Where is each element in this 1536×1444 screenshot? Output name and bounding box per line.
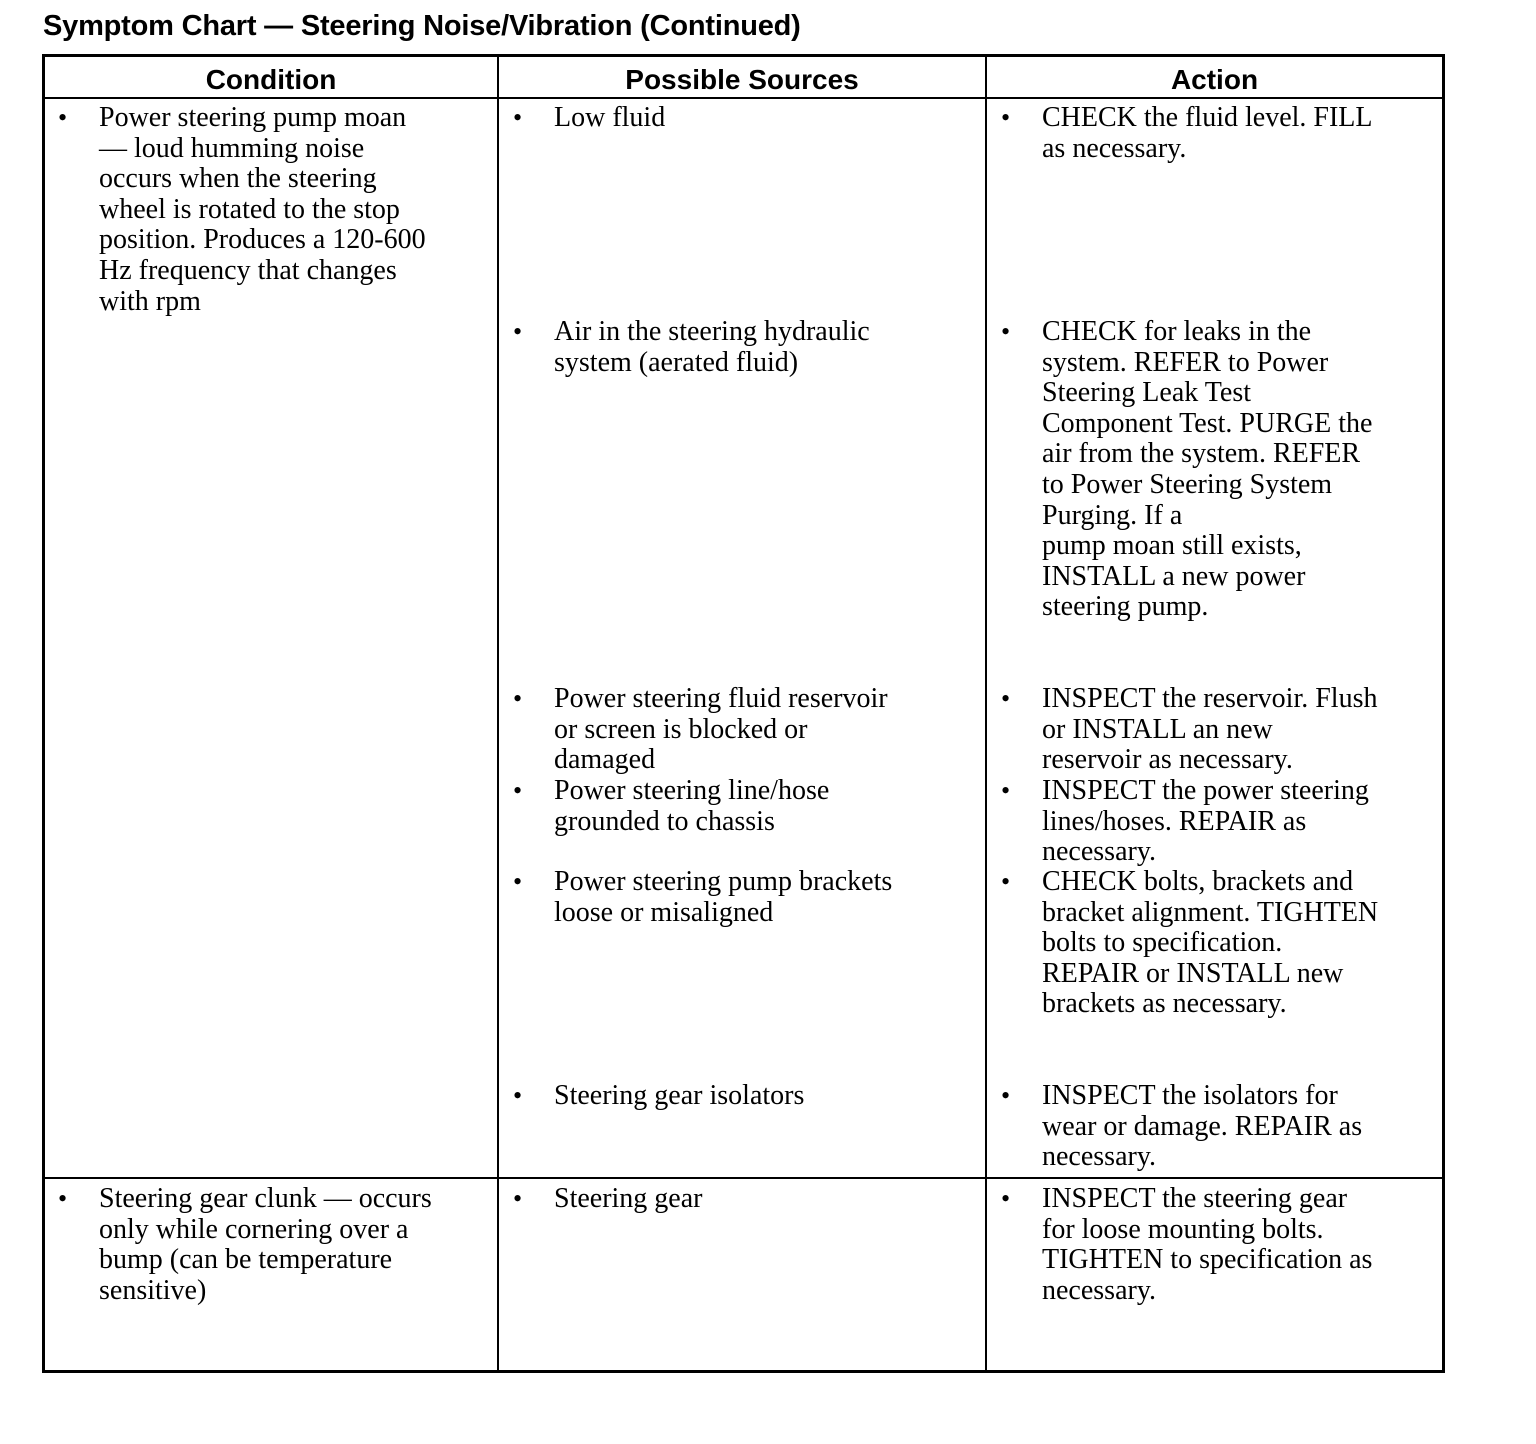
bullet-icon: • bbox=[513, 103, 523, 132]
column-divider bbox=[497, 57, 499, 1370]
bullet-icon: • bbox=[1001, 684, 1011, 713]
action-inspect-lines: INSPECT the power steering lines/hoses. REPAIR as necessary. bbox=[1042, 775, 1369, 868]
bullet-icon: • bbox=[1001, 776, 1011, 805]
source-line-grounded: Power steering line/hose grounded to chassis bbox=[554, 775, 830, 837]
condition-gear-clunk: Steering gear clunk — occurs only while cornering over a bump (can be temperature sensitive) bbox=[99, 1183, 432, 1306]
bullet-icon: • bbox=[513, 776, 523, 805]
header-action: Action bbox=[1170, 64, 1259, 95]
action-check-brackets: CHECK bolts, brackets and bracket alignment. TIGHTEN bolts to specification. REPAIR or INSTALL new brackets as necessary. bbox=[1042, 866, 1379, 1020]
bullet-icon: • bbox=[513, 684, 523, 713]
bullet-icon: • bbox=[1001, 317, 1011, 346]
action-inspect-isolators: INSPECT the isolators for wear or damage. REPAIR as necessary. bbox=[1042, 1080, 1363, 1173]
bullet-icon: • bbox=[1001, 1081, 1011, 1110]
row-divider bbox=[45, 1177, 1442, 1179]
action-inspect-gear: INSPECT the steering gear for loose mounting bolts. TIGHTEN to specification as necessary. bbox=[1042, 1183, 1373, 1306]
bullet-icon: • bbox=[1001, 103, 1011, 132]
page-title: Symptom Chart — Steering Noise/Vibration (Continued) bbox=[43, 10, 801, 42]
bullet-icon: • bbox=[513, 1081, 523, 1110]
column-divider bbox=[985, 57, 987, 1370]
bullet-icon: • bbox=[1001, 867, 1011, 896]
source-gear-isolators: Steering gear isolators bbox=[554, 1080, 805, 1111]
bullet-icon: • bbox=[513, 867, 523, 896]
header-possible-sources: Possible Sources bbox=[625, 64, 859, 95]
bullet-icon: • bbox=[513, 1184, 523, 1213]
bullet-icon: • bbox=[58, 1184, 68, 1213]
action-inspect-reservoir: INSPECT the reservoir. Flush or INSTALL an new reservoir as necessary. bbox=[1042, 683, 1378, 776]
condition-pump-moan: Power steering pump moan — loud humming noise occurs when the steering wheel is rotated to the stop position. Produces a 120-600 Hz frequency that changes with rpm bbox=[99, 102, 426, 317]
source-air-in-system: Air in the steering hydraulic system (aerated fluid) bbox=[554, 316, 870, 378]
bullet-icon: • bbox=[1001, 1184, 1011, 1213]
header-condition: Condition bbox=[205, 64, 337, 95]
source-pump-brackets: Power steering pump brackets loose or misaligned bbox=[554, 866, 893, 928]
source-reservoir-blocked: Power steering fluid reservoir or screen is blocked or damaged bbox=[554, 683, 888, 776]
symptom-table bbox=[42, 54, 1445, 1373]
bullet-icon: • bbox=[513, 317, 523, 346]
bullet-icon: • bbox=[58, 103, 68, 132]
source-steering-gear: Steering gear bbox=[554, 1183, 703, 1214]
source-low-fluid: Low fluid bbox=[554, 102, 666, 133]
action-check-fluid: CHECK the fluid level. FILL as necessary. bbox=[1042, 102, 1373, 164]
action-check-leaks: CHECK for leaks in the system. REFER to Power Steering Leak Test Component Test. PURGE the air from the system. REFER to Power Steering System Purging. If a pump moan still exists, INSTALL a new power steering pump. bbox=[1042, 316, 1373, 623]
